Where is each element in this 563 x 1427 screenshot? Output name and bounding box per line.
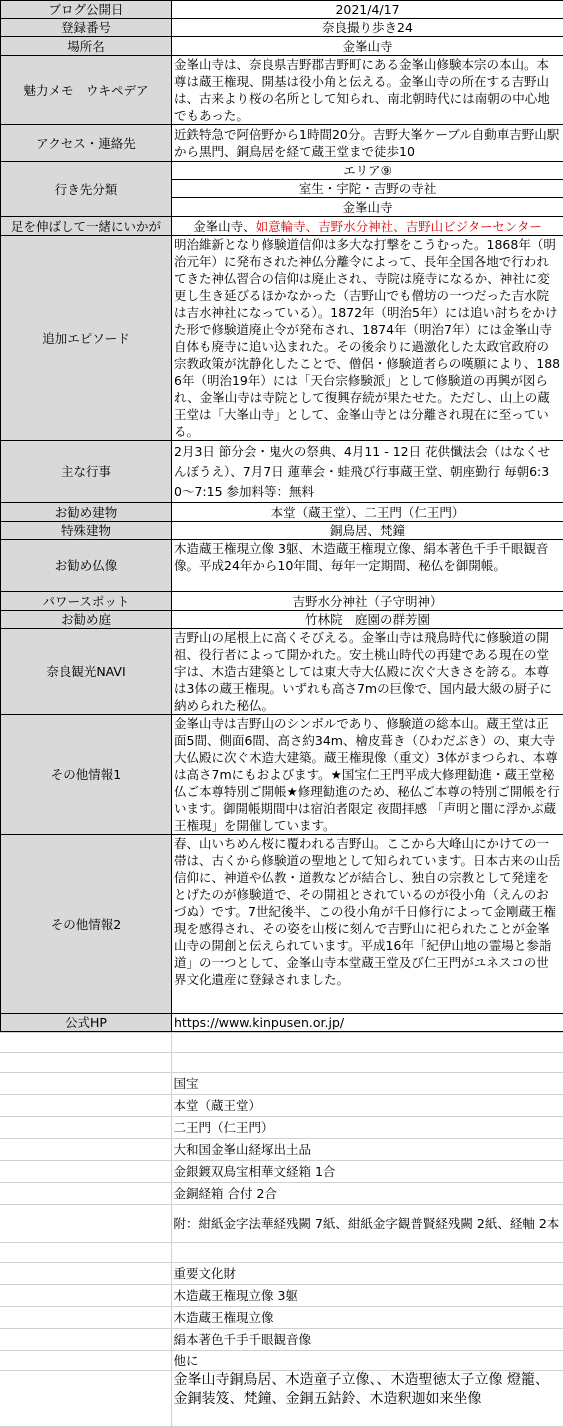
- dest-area: エリア⑨: [172, 162, 563, 180]
- hp-label: 公式HP: [1, 1014, 172, 1032]
- blog-date-value: 2021/4/17: [172, 1, 563, 19]
- extend-red-links[interactable]: 如意輪寺、吉野水分神社、吉野山ビジターセンター: [256, 219, 542, 234]
- place-value: 金峯山寺: [172, 37, 563, 56]
- reg-no-label: 登録番号: [1, 19, 172, 37]
- hp-link[interactable]: https://www.kinpusen.or.jp/: [172, 1014, 563, 1032]
- garden-value: 竹林院 庭園の群芳園: [172, 611, 563, 629]
- power-label: パワースポット: [1, 592, 172, 611]
- other1-label: その他情報1: [1, 715, 172, 835]
- charm-value: 金峯山寺は、奈良県吉野郡吉野町にある金峯山修験本宗の本山。本尊は蔵王権現、開基は役小角と伝える。金峯山寺の所在する吉野山は、古来より桜の名所として知られ、南北朝時代には南朝の中心地でもあった。: [172, 56, 563, 125]
- special-value: 銅鳥居、梵鐘: [172, 522, 563, 540]
- other1-value: 金峯山寺は吉野山のシンボルであり、修験道の総本山。蔵王堂は正面5間、側面6間、高さ約34m、檜皮葺き（ひわだぶき）の、東大寺大仏殿に次ぐ木造大建築。蔵王権現像（重文）3体がまつられ、本尊は高さ7mにもおよびます。★国宝仁王門平成大修理勧進・蔵王堂秘仏ご本尊特別ご開帳★修理勧進のため、秘仏ご本尊の特別ご開帳を行います。御開帳期間中は宿泊者限定 夜間拝感 「声明と闇に浮かぶ蔵王権現」を開催しています。: [172, 715, 563, 835]
- national-item: 附：紺紙金字法華経残闕 7紙、紺紙金字観普賢経残闕 2紙、経軸 2本: [171, 1205, 563, 1243]
- national-item: 本堂（蔵王堂）: [171, 1095, 563, 1117]
- dest-label: 行き先分類: [1, 162, 172, 217]
- important-item: 木造蔵王権現立像 3躯: [171, 1285, 563, 1307]
- important-item: 絹本著色千手千眼観音像: [171, 1329, 563, 1351]
- access-label: アクセス・連絡先: [1, 125, 172, 162]
- reg-no-value: 奈良撮り歩き24: [172, 19, 563, 37]
- access-value: 近鉄特急で阿倍野から1時間20分。吉野大峯ケーブル自動車吉野山駅から黒門、銅鳥居を経て蔵王堂まで徒歩10: [172, 125, 563, 162]
- power-value: 吉野水分神社（子守明神）: [172, 592, 563, 611]
- navi-label: 奈良観光NAVI: [1, 629, 172, 715]
- episode-value: 明治維新となり修験道信仰は多大な打撃をこうむった。1868年（明治元年）に発布された神仏分離令によって、長年全国各地で行われてきた神仏習合の信仰は廃止され、寺院は廃寺になるか、神社に変更し生き延びるほかなかった（吉野山でも僧坊の一つだった吉水院は吉水神社になっている）。1872年（明治5年）には追い討ちをかけた形で修験道廃止令が発布され、1874年（明治7年）には金峯山寺自体も廃寺に追い込まれた。その後余りに過激化した太政官政府の宗教政策が沈静化したことで、僧侶・修験道者らの嘆願により、1886年（明治19年）には「天台宗修験派」として修験道の再興が図られ、金峯山寺は寺院として復興存続が果たせた。ただし、山上の蔵王堂は「大峯山寺」として、金峯山寺とは分離され現在に至っている。: [172, 236, 563, 441]
- treasure-list: [0, 1032, 563, 1427]
- dest-group: 室生・宇陀・吉野の寺社: [172, 180, 563, 198]
- navi-value: 吉野山の尾根上に高くそびえる。金峯山寺は飛鳥時代に修験道の開祖、役行者によって開かれた。安土桃山時代の再建である現在の堂宇は、木造古建築としては東大寺大仏殿に次ぐ大きさを誇る。本尊は3体の蔵王権現。いずれも高さ7mの巨像で、国内最大級の厨子に納められた秘仏。: [172, 629, 563, 715]
- others-value: 金峯山寺銅鳥居、木造童子立像、、木造聖徳太子立像 燈籠、金銅装笈、梵鐘、金銅五鈷鈴、木造釈迦如来坐像: [171, 1371, 563, 1427]
- dest-name: 金峯山寺: [172, 198, 563, 217]
- national-item: 大和国金峯山経塚出土品: [171, 1139, 563, 1161]
- place-label: 場所名: [1, 37, 172, 56]
- important-item: 木造蔵王権現立像: [171, 1307, 563, 1329]
- extend-value: [172, 217, 563, 236]
- national-item: 金銅経箱 合付 2合: [171, 1183, 563, 1205]
- building-value: 本堂（蔵王堂）、二王門（仁王門）: [172, 503, 563, 522]
- national-item: 金銀鍍双鳥宝相華文経箱 1合: [171, 1161, 563, 1183]
- episode-label: 追加エピソード: [1, 236, 172, 441]
- building-label: お勧め建物: [1, 503, 172, 522]
- other2-value: 春、山いちめん桜に覆われる吉野山。ここから大峰山にかけての一帯は、古くから修験道の聖地として知られています。日本古来の山岳信仰に、神道や仏教・道教などが結合し、独自の宗教として発達をとげたのが修験道で、その開祖とされているのが役小角（えんのおづぬ）です。7世紀後半、この役小角が千日修行によって金剛蔵王権現を感得され、その姿を山桜に刻んで吉野山に祀られたことが金峯山寺の開創と伝えられています。平成16年「紀伊山地の霊場と参詣道」の一つとして、金峯山寺本堂蔵王堂及び仁王門がユネスコの世界文化遺産に登録されました。: [172, 835, 563, 1014]
- extend-label: 足を伸ばして一緒にいかが: [1, 217, 172, 236]
- charm-label: 魅力メモ ウキペデア: [1, 56, 172, 125]
- buddha-label: お勧め仏像: [1, 540, 172, 592]
- extend-first: 金峯山寺、: [193, 219, 256, 234]
- events-value: 2月3日 節分会・鬼火の祭典、4月11 - 12日 花供懺法会（はなくせんぼうえ）、7月7日 蓮華会・蛙飛び行事蔵王堂、朝座勤行 毎朝6:30〜7:15 参加料等：無料: [172, 441, 563, 503]
- national-item: 二王門（仁王門）: [171, 1117, 563, 1139]
- buddha-value: 木造蔵王権現立像 3躯、木造蔵王権現立像、絹本著色千手千眼観音像。平成24年から10年間、毎年一定期間、秘仏を御開帳。: [172, 540, 563, 592]
- important-heading: 重要文化財: [171, 1263, 563, 1285]
- garden-label: お勧め庭: [1, 611, 172, 629]
- national-heading: 国宝: [171, 1073, 563, 1095]
- other2-label: その他情報2: [1, 835, 172, 1014]
- blog-date-label: ブログ公開日: [1, 1, 172, 19]
- special-label: 特殊建物: [1, 522, 172, 540]
- events-label: 主な行事: [1, 441, 172, 503]
- others-heading: 他に: [171, 1351, 563, 1371]
